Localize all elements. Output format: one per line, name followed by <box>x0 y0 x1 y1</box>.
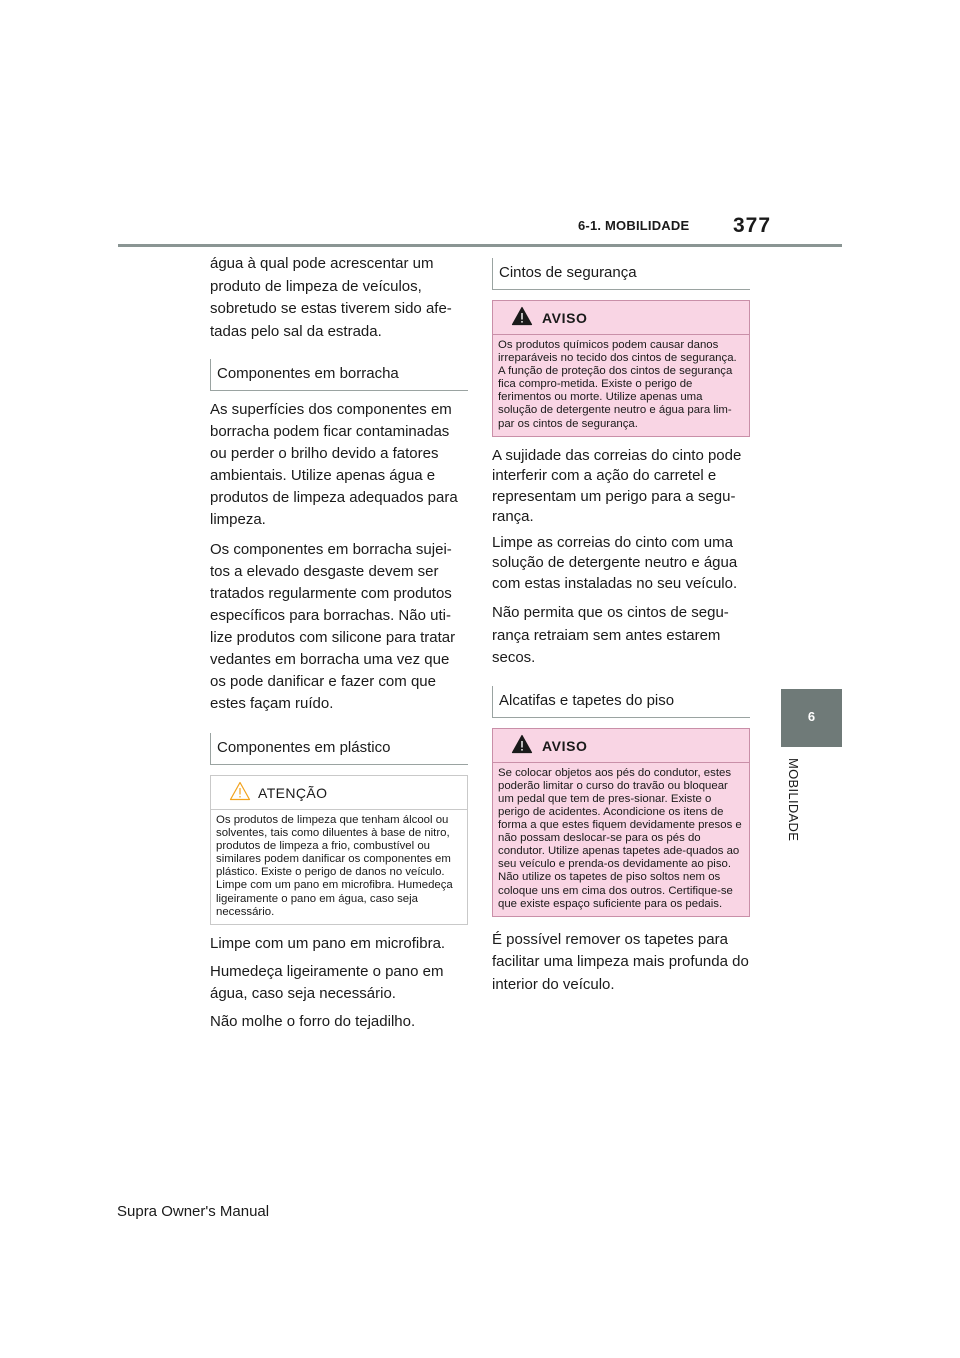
caution-title: ATENÇÃO <box>258 785 328 801</box>
belts-heading: Cintos de segurança <box>492 256 750 290</box>
chapter-number: 6 <box>807 709 816 724</box>
warning-title-belts: AVISO <box>542 310 588 326</box>
plastic-heading: Componentes em plástico <box>210 731 468 765</box>
warning-box-mats <box>492 728 750 917</box>
caution-triangle-icon <box>229 781 251 801</box>
chapter-tab <box>781 689 842 747</box>
plastic-paragraph-1: Limpe com um pano em microfibra. <box>210 934 446 952</box>
page-number: 377 <box>733 214 772 237</box>
caution-box <box>210 775 468 925</box>
rubber-paragraph-2: Os componentes em borracha sujei-tos a elevado desgaste devem ser tratados regularmente com produtos específicos para borrachas. Não uti-lize produtos com silicone para tratar vedantes em borracha uma vez que os pode danificar e fazer com que estes façam ruído. <box>210 541 456 712</box>
plastic-paragraph-3: Não molhe o forro do tejadilho. <box>210 1012 416 1030</box>
chapter-label: MOBILIDADE <box>786 758 801 842</box>
mats-heading: Alcatifas e tapetes do piso <box>492 684 750 718</box>
warning-title-mats: AVISO <box>542 737 588 754</box>
intro-paragraph: água à qual pode acrescentar um produto de limpeza de veículos, sobretudo se estas tiverem sido afe-tadas pelo sal da estrada. <box>210 255 452 340</box>
plastic-paragraph-2: Humedeça ligeiramente o pano em água, caso seja necessário. <box>210 962 444 1002</box>
warning-triangle-icon <box>511 306 533 326</box>
warning-box-belts <box>492 300 750 437</box>
left-column <box>210 253 468 1033</box>
rubber-heading: Componentes em borracha <box>210 357 468 391</box>
warning-header-mats <box>493 729 749 763</box>
rubber-paragraph-1: As superfícies dos componentes em borracha podem ficar contaminadas ou perder o brilho devido a fatores ambientais. Utilize apenas água e produtos de limpeza adequados para limpeza. <box>210 401 458 528</box>
header-divider <box>118 244 842 247</box>
belts-paragraph-3: Não permita que os cintos de segu-rança retraiam sem antes estarem secos. <box>492 604 729 667</box>
footer-manual-title: Supra Owner's Manual <box>117 1203 270 1220</box>
warning-header-belts <box>493 301 749 335</box>
caution-header <box>211 776 467 810</box>
warning-triangle-icon <box>511 734 533 754</box>
caution-text: Os produtos de limpeza que tenham álcool ou solventes, tais como diluentes à base de nitro, produtos de limpeza a frio, combustível ou similares podem danificar os componentes em plástico. Existe o perigo de danos no veículo. Limpe com um pano em microfibra. Humedeça ligeiramente o pano em água, caso seja necessário. <box>216 814 453 918</box>
mats-paragraph-1: É possível remover os tapetes para facilitar uma limpeza mais profunda do interior do veículo. <box>492 930 749 993</box>
right-column <box>492 256 750 996</box>
warning-text-mats: Se colocar objetos aos pés do condutor, estes poderão limitar o curso do travão ou bloquear um pedal que tem de pres-sionar. Existe o perigo de acidentes. Acondicione os itens de forma a que estes fiquem devidamente presos e não possam deslocar-se para os pés do condutor. Utilize apenas tapetes ade-quados ao seu veículo e prenda-os devidamente ao piso. Não utilize os tapetes de piso soltos nem os coloque uns em cima dos outros. Certifique-se que existe espaço suficiente para os pedais. <box>498 766 742 910</box>
belts-paragraph-2: Limpe as correias do cinto com uma solução de detergente neutro e água com estas instaladas no seu veículo. <box>492 533 738 592</box>
warning-text-belts: Os produtos químicos podem causar danos irreparáveis no tecido dos cintos de segurança. A função de proteção dos cintos de segurança fica compro-metida. Existe o perigo de ferimentos ou morte. Utilize apenas uma solução de detergente neutro e água para lim-par os cintos de segurança. <box>498 339 737 430</box>
section-title: 6-1. MOBILIDADE <box>578 218 690 233</box>
belts-paragraph-1: A sujidade das correias do cinto pode interferir com a ação do carretel e representam um perigo para a segu-rança. <box>492 446 742 526</box>
